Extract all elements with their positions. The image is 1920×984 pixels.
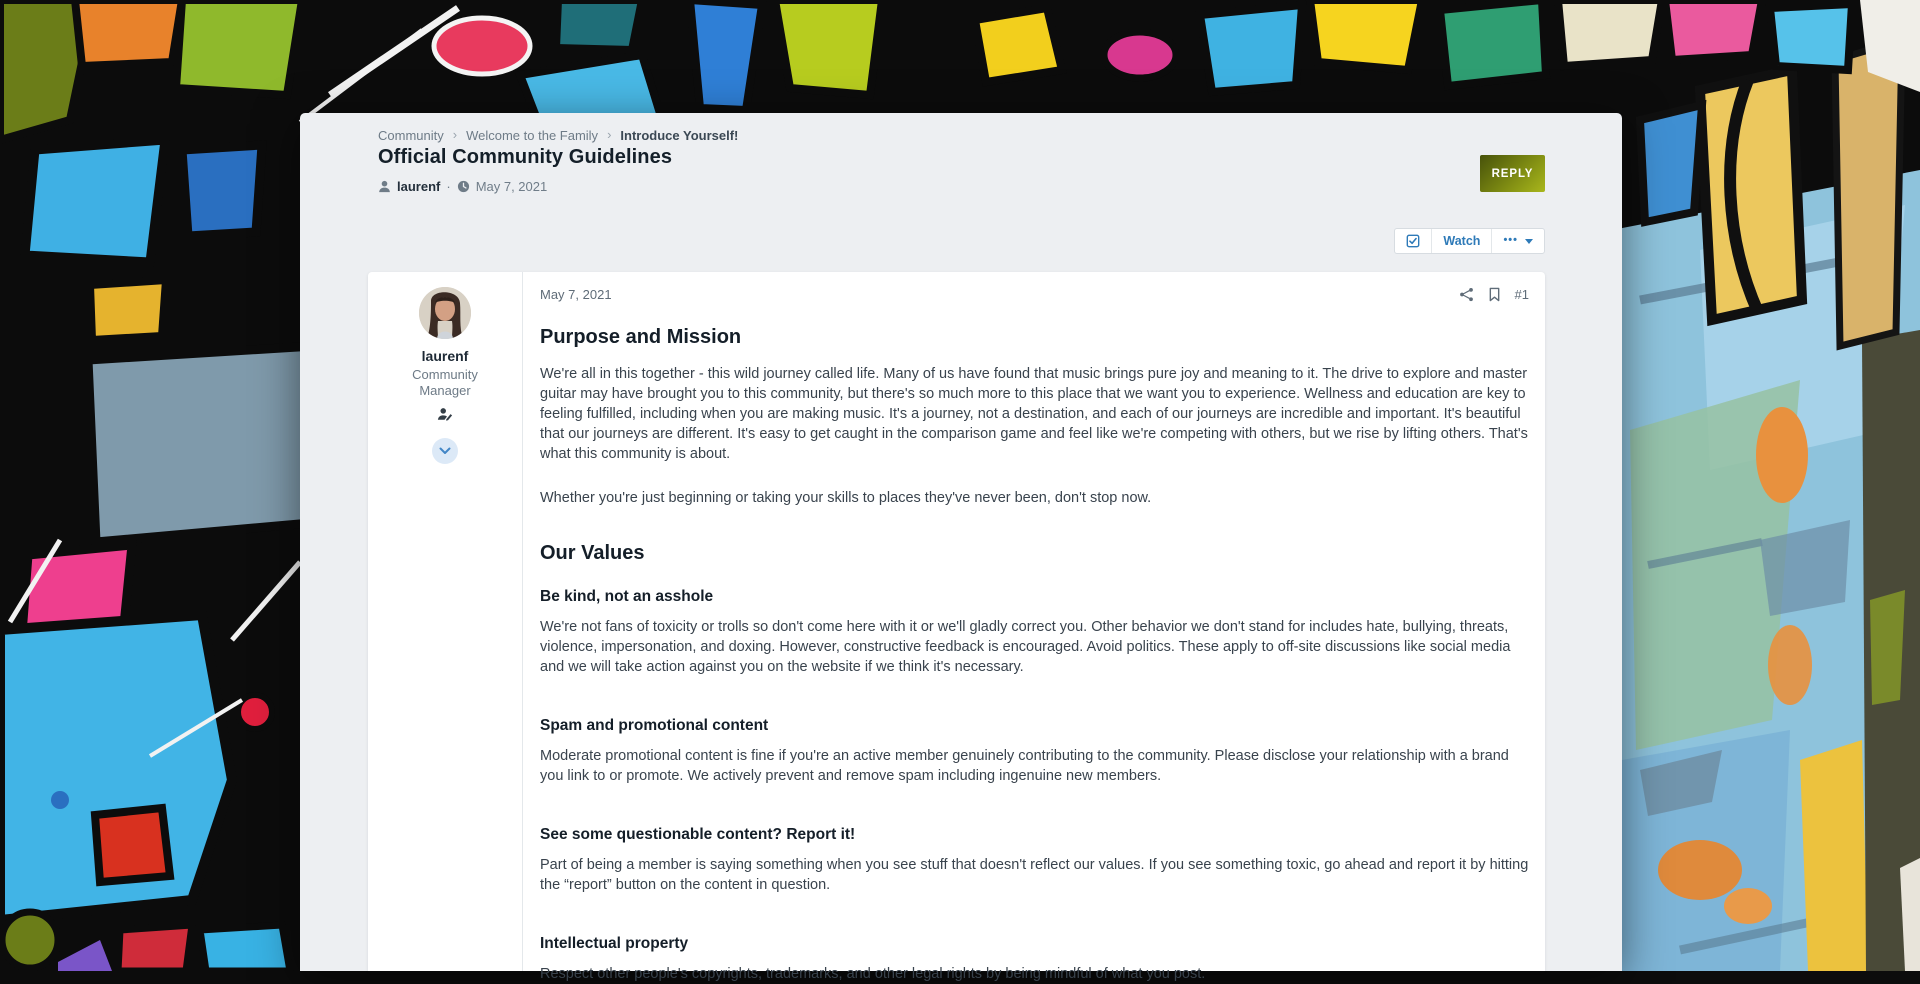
post-author-role: Community Manager xyxy=(412,367,478,399)
chevron-down-icon xyxy=(439,447,451,455)
paragraph-purpose-1: We're all in this together - this wild journey called life. Many of us have found that music brings pure joy and meaning to it. The drive to explore and master guitar may have brought you to this community, but there's so much more to this place that we want you to experience. Wellness and education are key to feeling fulfilled, including when you are making music. It's a journey, not a destination, and each of our journeys are incredible and important. It's beautiful that our journeys are different. It's easy to get caught in the comparison game and feel like we're competing with others, but we rise by lifting others. That's what this community is about. xyxy=(540,366,1528,462)
more-options-button[interactable] xyxy=(1491,229,1544,253)
breadcrumb-item-community[interactable]: Community xyxy=(378,128,444,143)
user-edit-badge-icon xyxy=(437,407,453,426)
value-text-spam: Moderate promotional content is fine if you're an active member genuinely contributing to the community. Please disclose your relationship with a brand you link to or promote. We actively prevent and remove spam including ingenuine new members. xyxy=(540,748,1509,784)
post-card xyxy=(368,272,1545,982)
reply-button[interactable]: REPLY xyxy=(1480,155,1545,192)
section-heading-values: Our Values xyxy=(540,542,645,564)
topic-actions xyxy=(1394,228,1545,254)
avatar[interactable] xyxy=(419,287,471,339)
follow-checkbox-button[interactable] xyxy=(1395,229,1431,253)
avatar-photo xyxy=(419,287,471,339)
user-icon xyxy=(378,180,391,193)
ellipsis-icon: ••• xyxy=(1503,234,1518,246)
watch-button-label: Watch xyxy=(1443,234,1481,248)
chevron-right-icon: › xyxy=(607,127,612,142)
post-meta-row xyxy=(540,287,1529,302)
chevron-right-icon: › xyxy=(452,127,458,142)
breadcrumb xyxy=(378,128,738,143)
bookmark-icon xyxy=(1488,287,1501,302)
clock-icon xyxy=(457,180,470,193)
value-text-kindness: We're not fans of toxicity or trolls so don't come here with it or we'll gladly correct you. Other behavior we don't stand for includes hate, bullying, threats, violence, impersonation, and doxing. However, constructive feedback is encouraged. Avoid politics. These apply to off-site discussions like social media and we will take action against you on the website if we think it's necessary. xyxy=(540,619,1511,675)
share-icon xyxy=(1459,287,1474,302)
watch-button[interactable] xyxy=(1431,229,1491,253)
post-body xyxy=(540,324,1529,984)
value-heading-spam: Spam and promotional content xyxy=(540,717,769,734)
post-author-name[interactable]: laurenf xyxy=(421,348,469,364)
value-heading-ip: Intellectual property xyxy=(540,935,689,952)
page-title: Official Community Guidelines xyxy=(378,146,673,168)
value-heading-kindness: Be kind, not an asshole xyxy=(540,588,714,605)
paragraph-purpose-2: Whether you're just beginning or taking your skills to places they've never been, don't stop now. xyxy=(540,490,1152,506)
share-button[interactable] xyxy=(1459,287,1474,302)
topic-author-link[interactable]: laurenf xyxy=(397,179,441,194)
section-heading-purpose: Purpose and Mission xyxy=(540,326,742,348)
value-text-ip: Respect other people's copyrights, trademarks, and other legal rights by being mindful of what you post. xyxy=(540,966,1206,982)
expand-author-info-button[interactable] xyxy=(432,438,458,464)
value-heading-report: See some questionable content? Report it! xyxy=(540,826,856,843)
byline-separator: · xyxy=(446,179,451,194)
bookmark-button[interactable] xyxy=(1488,287,1501,302)
topic-byline xyxy=(378,179,547,194)
value-text-report: Part of being a member is saying something when you see stuff that doesn't reflect our values. If you see something toxic, go ahead and report it by hitting the “report” button on the content in question. xyxy=(540,857,1529,893)
topic-date: May 7, 2021 xyxy=(475,179,548,194)
breadcrumb-item-current: Introduce Yourself! xyxy=(620,128,739,143)
caret-down-icon xyxy=(1525,239,1533,244)
post-number-link[interactable]: #1 xyxy=(1514,287,1529,302)
breadcrumb-item-welcome[interactable]: Welcome to the Family xyxy=(466,128,599,143)
post-author-panel xyxy=(368,272,523,971)
checkbox-check-icon xyxy=(1406,234,1420,248)
post-date-link[interactable]: May 7, 2021 xyxy=(540,287,612,302)
content-panel xyxy=(300,113,1622,982)
post-content xyxy=(523,272,1545,982)
